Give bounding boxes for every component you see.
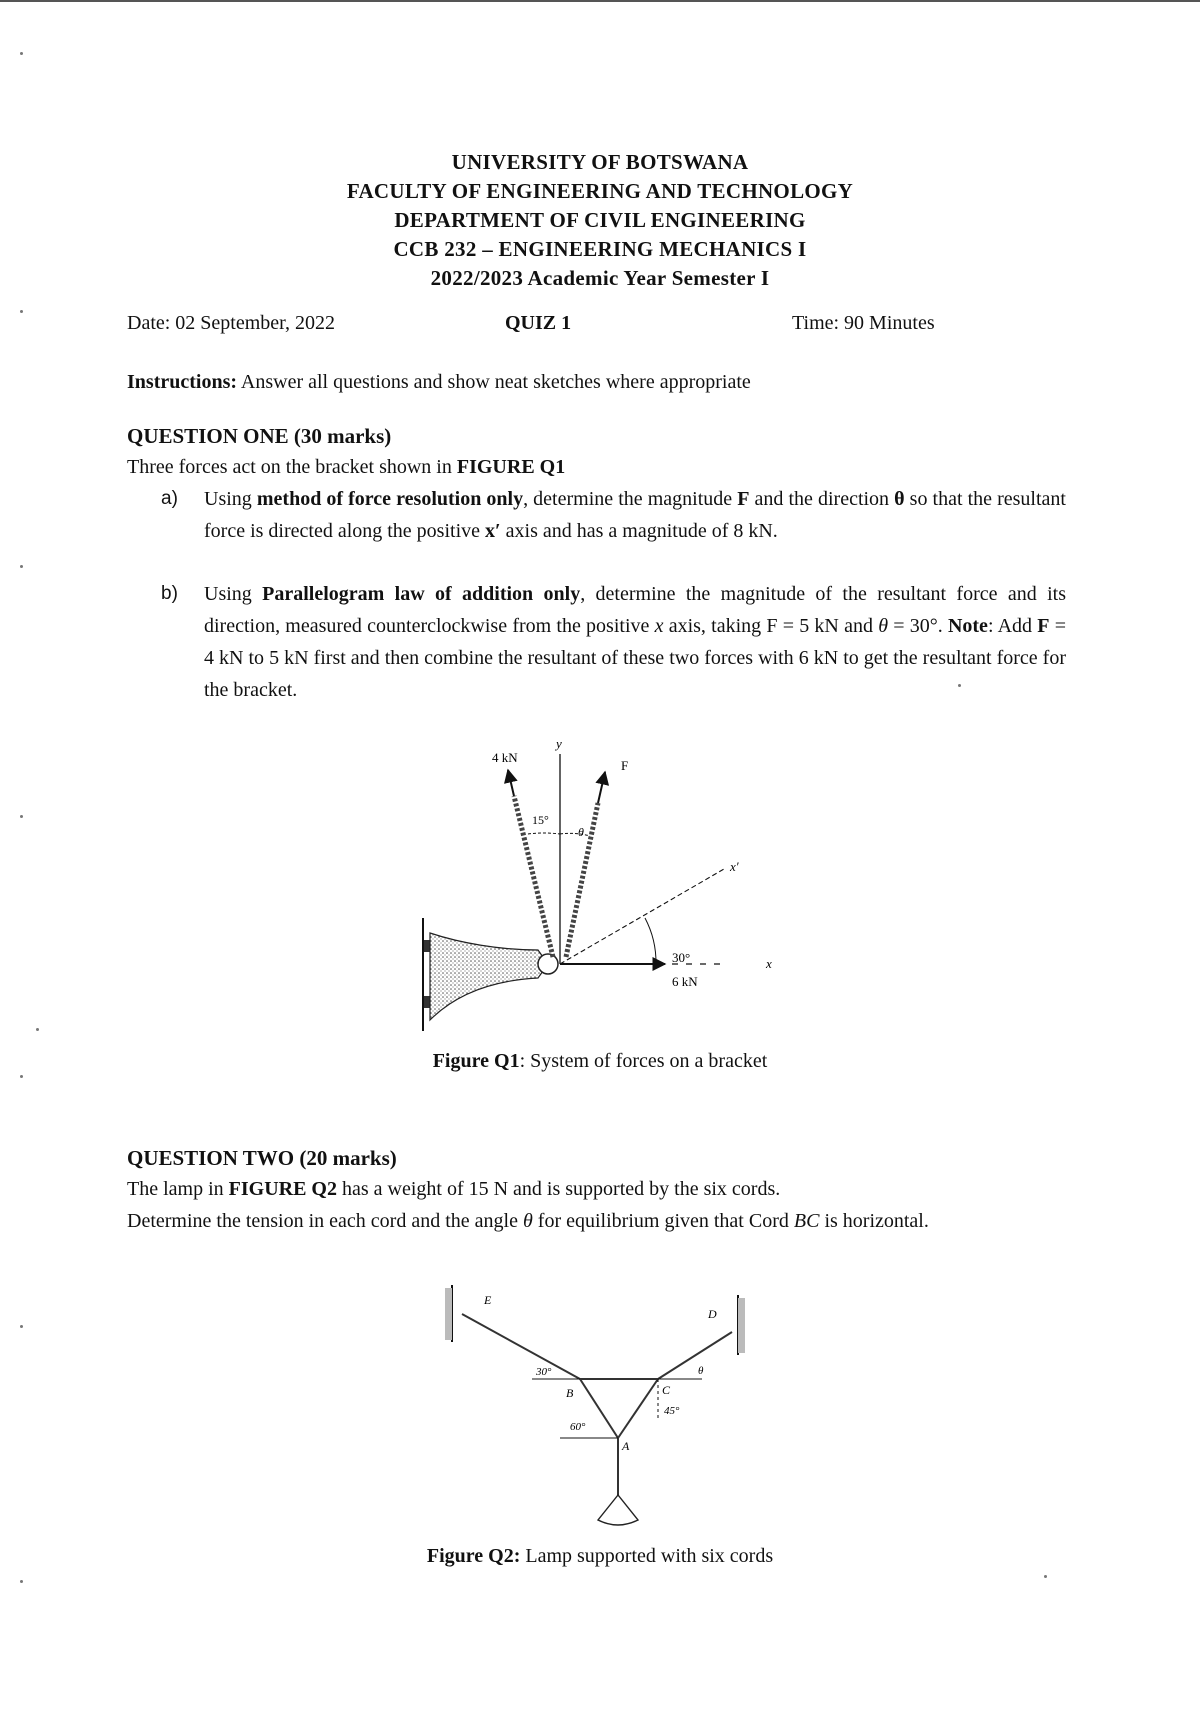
q2-l1-pre: The lamp in xyxy=(127,1178,229,1200)
angle-30-label: 30° xyxy=(536,1366,552,1378)
figure-q2-lamp-diagram xyxy=(440,1280,760,1540)
part-a-t4: so that the resultant force is directed along the positive xyxy=(204,488,1066,542)
force-f-arrow xyxy=(598,772,605,803)
figure-q2-caption-text: Lamp supported with six cords xyxy=(520,1545,774,1567)
scan-speck xyxy=(1044,1575,1047,1578)
part-a-b3: θ xyxy=(894,488,905,510)
point-b-label: B xyxy=(566,1386,574,1400)
q2-l2-bc: BC xyxy=(793,1210,820,1232)
scan-speck xyxy=(36,1028,39,1031)
question-one-heading xyxy=(127,421,1067,452)
figure-q2-caption-label: Figure Q2: xyxy=(426,1545,521,1567)
part-b-t4: = 30°. xyxy=(888,615,948,637)
instructions-label: Instructions: xyxy=(127,371,238,393)
force-6kn-label: 6 kN xyxy=(672,974,698,989)
question-one-part-a xyxy=(161,483,1066,547)
part-a-t5: axis and has a magnitude of 8 kN. xyxy=(500,520,778,542)
part-b-t1: Using xyxy=(204,583,263,605)
part-b-text xyxy=(204,578,1066,706)
course-title: CCB 232 – ENGINEERING MECHANICS I xyxy=(393,237,807,261)
q2-l2-theta: θ xyxy=(522,1210,533,1232)
part-b-i1: x xyxy=(654,615,664,637)
angle-theta-label: θ xyxy=(698,1365,704,1377)
part-b-t5: : Add xyxy=(987,615,1038,637)
angle-15-label: 15° xyxy=(532,813,549,827)
exam-time: Time: 90 Minutes xyxy=(792,312,935,334)
scan-speck xyxy=(20,52,23,55)
figure-q1-caption xyxy=(0,1050,1200,1073)
part-a-b4: x′ xyxy=(485,520,501,542)
angle-theta-arc xyxy=(560,833,590,836)
instructions-text: Answer all questions and show neat sketches where appropriate xyxy=(237,371,751,393)
part-a-t1: Using xyxy=(204,488,257,510)
q2-l2-a: Determine the tension in each cord and the angle xyxy=(127,1210,523,1232)
x-prime-axis-line xyxy=(560,869,724,964)
part-a-b1: method of force resolution only xyxy=(256,488,524,510)
figure-q1-caption-text: : System of forces on a bracket xyxy=(519,1050,768,1072)
exam-date: Date: 02 September, 2022 xyxy=(127,312,336,334)
quiz-title: QUIZ 1 xyxy=(505,312,572,334)
part-b-t3: axis, taking F = 5 kN and xyxy=(663,615,879,637)
university-name: UNIVERSITY OF BOTSWANA xyxy=(451,150,749,174)
bracket-body xyxy=(430,933,548,1020)
y-axis-label: y xyxy=(556,736,562,751)
q2-figure-ref: FIGURE Q2 xyxy=(228,1178,337,1200)
academic-year: 2022/2023 Academic Year Semester I xyxy=(430,266,770,290)
part-b-b3: F xyxy=(1037,615,1050,637)
left-wall-hatch xyxy=(445,1288,452,1340)
part-a-label: a) xyxy=(161,488,178,509)
angle-60-label: 60° xyxy=(570,1421,586,1433)
instructions xyxy=(127,367,1067,397)
scan-speck xyxy=(958,684,961,687)
q2-l2-c: is horizontal. xyxy=(819,1210,929,1232)
force-4kn-arrow xyxy=(508,770,514,796)
angle-45-label: 45° xyxy=(664,1405,680,1417)
part-a-b2: F xyxy=(737,488,750,510)
bracket-pin xyxy=(538,954,558,974)
part-b-b1: Parallelogram law of addition only xyxy=(262,583,581,605)
point-c-label: C xyxy=(662,1383,671,1397)
question-one-intro xyxy=(127,452,1067,482)
part-b-t2: , determine the magnitude of the resultant force and its direction, measured counterclockwise from the positive xyxy=(204,583,1066,637)
question-two-line1 xyxy=(127,1174,1067,1204)
point-a-label: A xyxy=(622,1439,630,1453)
part-a-t2: , determine the magnitude xyxy=(523,488,738,510)
cord-be xyxy=(462,1314,580,1379)
part-b-i2: θ xyxy=(878,615,889,637)
part-a-t3: and the direction xyxy=(749,488,895,510)
part-b-t6: = 4 kN to 5 kN first and then combine the resultant of these two forces with 6 kN to get the resultant force for the bracket. xyxy=(204,615,1066,701)
intro-figure-ref: FIGURE Q1 xyxy=(456,456,566,478)
cord-cd xyxy=(658,1332,732,1379)
cord-ac xyxy=(618,1379,658,1438)
point-d-label: D xyxy=(708,1307,717,1321)
top-border xyxy=(0,0,1200,2)
scan-speck xyxy=(20,565,23,568)
q2-l1-post: has a weight of 15 N and is supported by the six cords. xyxy=(336,1178,781,1200)
angle-30-label: 30° xyxy=(672,950,691,965)
lower-bolt xyxy=(424,996,430,1008)
scan-speck xyxy=(20,1075,23,1078)
upper-bolt xyxy=(424,940,430,952)
part-b-b2: Note xyxy=(947,615,988,637)
exam-header xyxy=(0,148,1200,293)
figure-q1-bracket-diagram xyxy=(390,728,790,1048)
scan-speck xyxy=(20,1325,23,1328)
scan-speck xyxy=(20,815,23,818)
force-4kn-label: 4 kN xyxy=(492,750,518,765)
question-one-title: QUESTION ONE (30 marks) xyxy=(127,424,392,448)
part-b-label: b) xyxy=(161,583,178,604)
angle-theta-label: θ xyxy=(578,825,584,839)
scan-speck xyxy=(20,310,23,313)
question-two-heading xyxy=(127,1143,1067,1174)
question-two-line2 xyxy=(127,1206,1067,1236)
question-one-part-b xyxy=(161,578,1066,706)
intro-text: Three forces act on the bracket shown in xyxy=(127,456,457,478)
q2-l2-b: for equilibrium given that Cord xyxy=(532,1210,794,1232)
figure-q2-caption xyxy=(0,1545,1200,1568)
angle-15-arc xyxy=(528,833,560,834)
force-f-label: F xyxy=(621,758,629,773)
right-wall-hatch xyxy=(738,1298,745,1353)
part-a-text xyxy=(204,483,1066,547)
angle-30-arc xyxy=(645,918,656,964)
point-e-label: E xyxy=(484,1293,492,1307)
x-prime-axis-label: x′ xyxy=(730,859,739,874)
lamp-shade xyxy=(598,1495,638,1525)
cord-ab xyxy=(580,1379,618,1438)
x-axis-label: x xyxy=(766,956,772,971)
faculty-name: FACULTY OF ENGINEERING AND TECHNOLOGY xyxy=(346,179,854,203)
question-two-title: QUESTION TWO (20 marks) xyxy=(127,1146,397,1170)
figure-q1-caption-label: Figure Q1 xyxy=(432,1050,520,1072)
scan-speck xyxy=(20,1580,23,1583)
department-name: DEPARTMENT OF CIVIL ENGINEERING xyxy=(394,208,806,232)
